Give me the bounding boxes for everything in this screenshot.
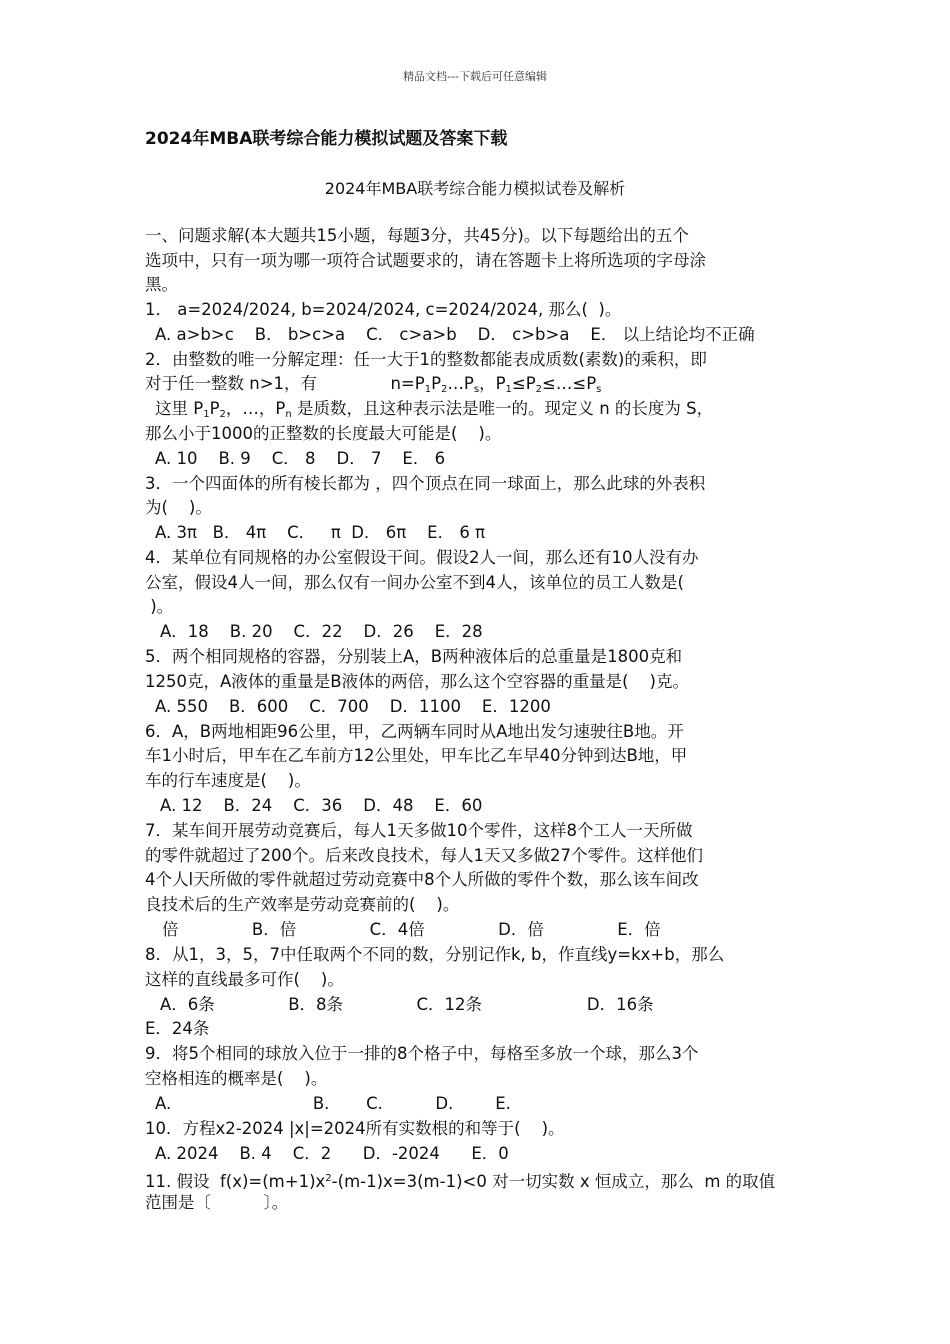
text-line: 8．从1，3，5，7中任取两个不同的数，分别记作k, b，作直线y=kx+b，那么 (145, 945, 725, 964)
text-line: A．6条 B．8条 C．12条 D．16条 (160, 995, 654, 1014)
text-line: 车1小时后，甲车在乙车前方12公里处，甲车比乙车早40分钟到达B地，甲 (145, 746, 688, 765)
text-line: 6．A，B两地相距96公里，甲，乙两辆车同时从A地出发匀速驶往B地。开 (145, 722, 684, 741)
text-line: 选项中，只有一项为哪一项符合试题要求的，请在答题卡上将所选项的字母涂 (145, 251, 706, 270)
text-line: 这样的直线最多可作( )。 (145, 970, 344, 989)
text-line: 一、问题求解(本大题共15小题，每题3分，共45分)。以下每题给出的五个 (145, 226, 689, 245)
text-line: 5．两个相同规格的容器，分别装上A，B两种液体后的总重量是1800克和 (145, 647, 683, 666)
text-line: 这里 $P_1P_2$，…，$P_n$ 是质数，且这种表示法是唯一的。现定义 n 的长度为 S， (155, 399, 714, 420)
text-line: A. 12 B．24 C．36 D．48 E．60 (160, 796, 483, 815)
header-note: 精品文档---下载后可任意编辑 (403, 70, 547, 83)
text-line: 空格相连的概率是( )。 (145, 1069, 328, 1088)
text-line: 4个人l天所做的零件就超过劳动竞赛中8个人所做的零件个数，那么该车间改 (145, 870, 699, 889)
text-line: 1． a=2024/2024, b=2024/2024, c=2024/2024, 那么( )。 (145, 300, 622, 319)
text-line: 3．一个四面体的所有棱长都为 ，四个顶点在同一球面上，那么此球的外表积 (145, 474, 706, 493)
text-line: A. 10 B. 9 C． 8 D． 7 E． 6 (155, 449, 446, 468)
text-line: A．18 B. 20 C．22 D．26 E．28 (160, 622, 483, 641)
text-line: 为( )。 (145, 498, 212, 517)
text-line: 那么小于1000的正整数的长度最大可能是( )。 (145, 424, 502, 443)
text-line: 车的行车速度是( )。 (145, 771, 311, 790)
text-line: 7．某车间开展劳动竞赛后，每人1天多做10个零件，这样8个工人一天所做 (145, 821, 693, 840)
text-line: A. 3π B． 4π C． π D． 6π E． 6 π (155, 523, 486, 542)
text-line: 10．方程x2-2024 |x|=2024所有实数根的和等于( )。 (145, 1119, 565, 1138)
text-line: 9．将5个相同的球放入位于一排的8个格子中，每格至多放一个球，那么3个 (145, 1044, 699, 1063)
text-line: 的零件就超过了200个。后来改良技术，每人1天又多做27个零件。这样他们 (145, 846, 703, 865)
text-line: 公室，假设4人一间，那么仅有一间办公室不到4人，该单位的员工人数是( (145, 573, 684, 592)
text-line: 黑。 (145, 275, 178, 294)
text-line: 1250克，A液体的重量是B液体的两倍，那么这个空容器的重量是( )克。 (145, 672, 689, 691)
text-line: 对于任一整数 n>1，有 $n=P_1P_2\dots P_s$，$P_1\le P_2\le\dots\le P_s$ (145, 374, 602, 395)
text-line: 11. 假设 $f(x)=(m+1)x^2-(m-1)x=3(m-1)<0$ 对一切实数 x 恒成立，那么 m 的取值 (145, 1172, 776, 1191)
text-line: E．24条 (145, 1019, 210, 1038)
text-line: 范围是〔 〕。 (145, 1193, 289, 1212)
text-line: A. 2024 B. 4 C．2 D．-2024 E．0 (155, 1144, 509, 1163)
document-subtitle: 2024年MBA联考综合能力模拟试卷及解析 (324, 179, 626, 198)
text-line: )。 (145, 597, 174, 616)
document-title: 2024年MBA联考综合能力模拟试题及答案下载 (145, 129, 508, 149)
text-line: A. B. C. D. E. (155, 1094, 511, 1113)
text-line: 4．某单位有同规格的办公室假设干间。假设2人一间，那么还有10人没有办 (145, 548, 699, 567)
text-line: 2．由整数的唯一分解定理：任一大于1的整数都能表成质数(素数)的乘积，即 (145, 350, 707, 369)
text-line: 良技术后的生产效率是劳动竞赛前的( )。 (145, 895, 460, 914)
text-line: A. 550 B．600 C．700 D．1100 E．1200 (155, 697, 551, 716)
text-line: 倍 B．倍 C．4倍 D．倍 E．倍 (162, 920, 661, 939)
text-line: A. a>b>c B． b>c>a C． c>a>b D． c>b>a E． 以上结论均不正确 (155, 325, 755, 344)
